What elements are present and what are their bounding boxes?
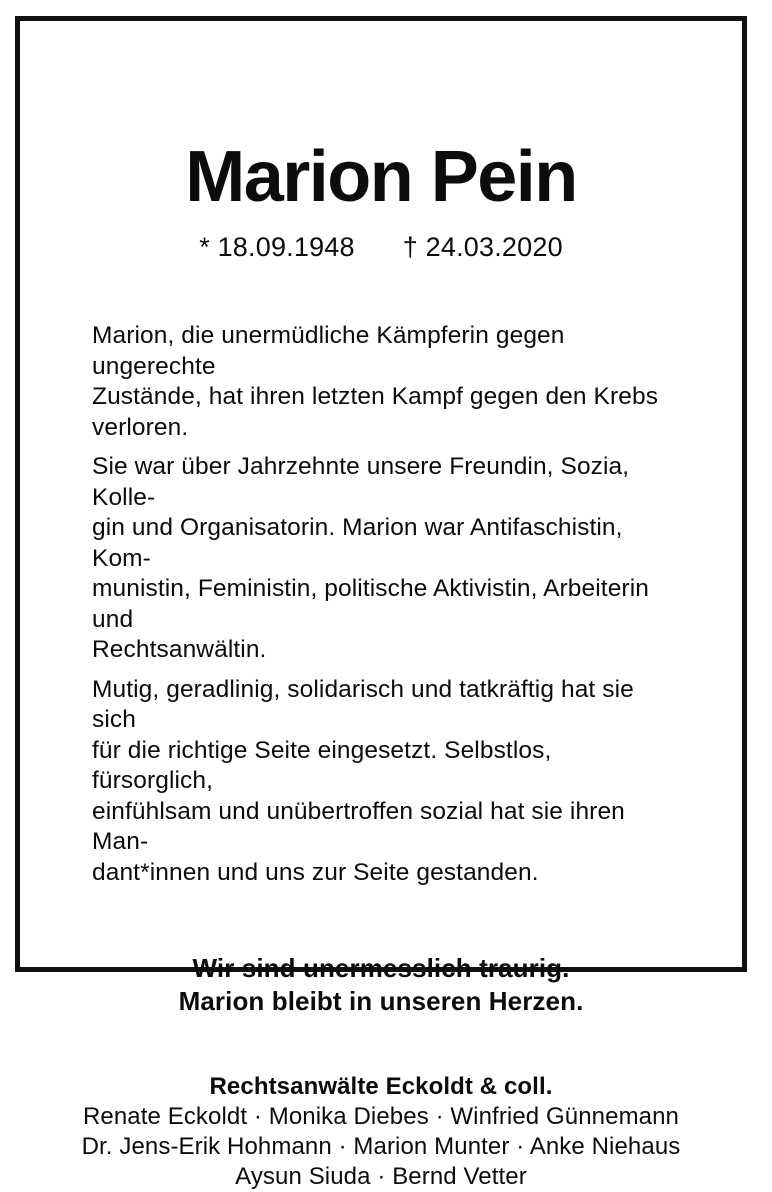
body-line: Sie war über Jahrzehnte unsere Freundin, Sozia, Kolle- xyxy=(92,453,630,511)
firm-members-line: Renate Eckoldt · Monika Diebes · Winfried Günnemann xyxy=(82,1103,680,1130)
birth-date: * 18.09.1948 xyxy=(199,232,355,262)
firm-members-line: Dr. Jens-Erik Hohmann · Marion Munter · Anke Niehaus xyxy=(81,1133,681,1160)
life-dates xyxy=(20,231,742,263)
body-line: Zustände, hat ihren letzten Kampf gegen den Krebs xyxy=(92,383,659,410)
obituary-paragraph xyxy=(92,675,674,889)
body-line: Rechtsanwältin. xyxy=(92,636,267,663)
obituary-body xyxy=(20,321,742,888)
body-line: einfühlsam und unübertroffen sozial hat sie ihren Man- xyxy=(92,797,625,855)
notice-frame xyxy=(15,16,747,1190)
obituary-paragraph xyxy=(92,321,674,443)
body-line: für die richtige Seite eingesetzt. Selbstlos, fürsorglich, xyxy=(92,736,552,794)
closing-statement xyxy=(20,952,742,1018)
body-line: Mutig, geradlinig, solidarisch und tatkräftig hat sie sich xyxy=(92,675,634,733)
body-line: Marion, die unermüdliche Kämpferin gegen ungerechte xyxy=(92,322,565,380)
deceased-name: Marion Pein xyxy=(185,137,577,217)
law-firm-block xyxy=(20,1072,742,1192)
obituary-paragraph xyxy=(92,452,674,666)
body-line: verloren. xyxy=(92,413,189,441)
body-line: gin und Organisatorin. Marion war Antifaschistin, Kom- xyxy=(92,514,623,572)
death-date: † 24.03.2020 xyxy=(402,232,563,262)
body-line: munistin, Feministin, politische Aktivistin, Arbeiterin und xyxy=(92,575,649,633)
notice-content xyxy=(20,21,742,1190)
firm-members-line: Aysun Siuda · Bernd Vetter xyxy=(235,1163,527,1190)
closing-line: Wir sind unermesslich traurig. xyxy=(192,953,570,983)
firm-members xyxy=(20,1102,742,1192)
firm-name: Rechtsanwälte Eckoldt & coll. xyxy=(209,1073,553,1100)
body-line: dant*innen und uns zur Seite gestanden. xyxy=(92,858,539,886)
closing-line: Marion bleibt in unseren Herzen. xyxy=(178,986,584,1016)
